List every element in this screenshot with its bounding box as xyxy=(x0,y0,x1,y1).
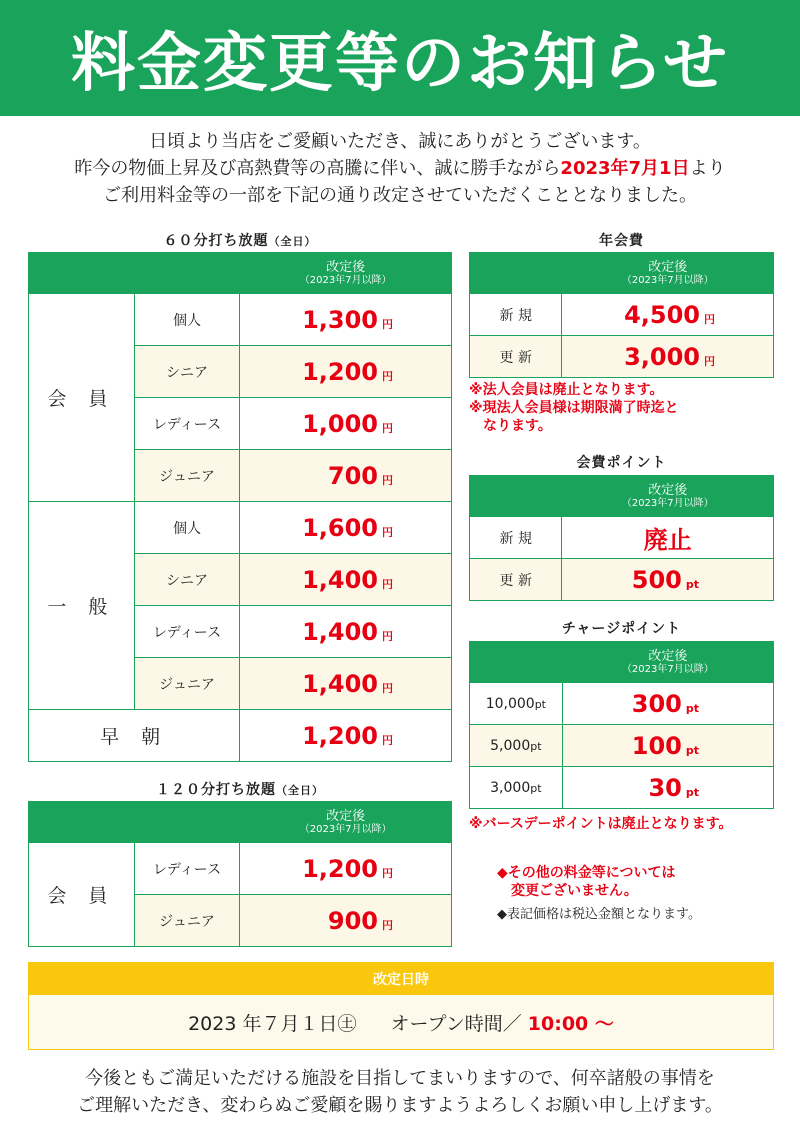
group-label: 一 般 xyxy=(29,502,135,710)
table-row xyxy=(470,517,774,559)
row-label: ジュニア xyxy=(134,895,240,947)
row-label: ジュニア xyxy=(134,658,240,710)
open-time: 10:00 ～ xyxy=(527,1012,614,1035)
table-row xyxy=(29,502,452,554)
group-label: 会 員 xyxy=(29,294,135,502)
row-label: ジュニア xyxy=(134,450,240,502)
header-cell: 改定後 （2023年7月以降） xyxy=(562,253,774,294)
header-blank xyxy=(470,253,562,294)
price-value: 1,300 円 xyxy=(240,294,452,346)
price-value: 300 pt xyxy=(562,683,773,725)
header-cell: 改定後 （2023年7月以降） xyxy=(240,253,452,294)
effective-date: 2023年7月1日 xyxy=(560,158,690,179)
header-blank xyxy=(29,253,240,294)
table-row xyxy=(470,767,774,809)
price-value: 1,200 円 xyxy=(240,710,452,762)
price-value: 1,600 円 xyxy=(240,502,452,554)
intro-line-3: ご利用料金等の一部を下記の通り改定させていただくこととなりました。 xyxy=(103,185,697,206)
row-label: 新 規 xyxy=(470,517,562,559)
closing-line-2: ご理解いただき、変わらぬご愛顧を賜りますようよろしくお願い申し上げます。 xyxy=(77,1095,723,1116)
annual-title: 年会費 xyxy=(599,233,644,249)
price-value: 700 円 xyxy=(240,450,452,502)
table-row xyxy=(470,683,774,725)
row-label: 新 規 xyxy=(470,294,562,336)
price-value: 500 pt xyxy=(562,559,774,601)
table-row xyxy=(29,843,452,895)
price-value: 1,200 円 xyxy=(240,843,452,895)
row-label: 5,000pt xyxy=(470,725,563,767)
row-label: レディース xyxy=(134,398,240,450)
header-blank xyxy=(470,642,563,683)
price-value: 900 円 xyxy=(240,895,452,947)
date-header: 改定日時 xyxy=(28,962,774,995)
annual-notes: ※法人会員は廃止となります。 ※現法人会員様は期限満了時迄と なります。 xyxy=(469,382,679,434)
charge-title: チャージポイント xyxy=(561,621,682,637)
row-label: シニア xyxy=(134,346,240,398)
plan60-table xyxy=(28,252,452,762)
charge-table xyxy=(469,641,774,809)
row-label: 10,000pt xyxy=(470,683,563,725)
row-label: 更 新 xyxy=(470,559,562,601)
price-value: 3,000 円 xyxy=(562,336,774,378)
header-cell: 改定後 （2023年7月以降） xyxy=(240,802,452,843)
page-title: 料金変更等のお知らせ xyxy=(70,27,730,101)
price-value: 1,000 円 xyxy=(240,398,452,450)
header-blank xyxy=(470,476,562,517)
table-row xyxy=(470,336,774,378)
header-blank xyxy=(29,802,240,843)
row-label: シニア xyxy=(134,554,240,606)
group-label: 会 員 xyxy=(29,843,135,947)
points-table xyxy=(469,475,774,601)
row-label: レディース xyxy=(134,606,240,658)
open-label: オープン時間／ xyxy=(390,1012,522,1035)
header-cell: 改定後 （2023年7月以降） xyxy=(562,642,773,683)
annual-table xyxy=(469,252,774,378)
intro-line-2: 昨今の物価上昇及び高熱費等の高騰に伴い、誠に勝手ながら2023年7月1日より xyxy=(74,158,726,179)
closing-line-1: 今後ともご満足いただける施設を目指してまいりますので、何卒諸般の事情を xyxy=(85,1068,715,1089)
early-label: 早 朝 xyxy=(29,710,240,762)
table-row xyxy=(29,710,452,762)
header-cell: 改定後 （2023年7月以降） xyxy=(562,476,774,517)
price-value: 1,200 円 xyxy=(240,346,452,398)
points-title: 会費ポイント xyxy=(576,455,667,471)
price-value: 1,400 円 xyxy=(240,658,452,710)
row-label: 個人 xyxy=(134,502,240,554)
row-label: 更 新 xyxy=(470,336,562,378)
date-text: 2023 年７月１日㊏ xyxy=(188,1012,357,1035)
table-row xyxy=(29,294,452,346)
plan120-title: １２０分打ち放題（全日） xyxy=(156,782,324,798)
price-value: 30 pt xyxy=(562,767,773,809)
table-row xyxy=(470,559,774,601)
price-value: 1,400 円 xyxy=(240,606,452,658)
tax-note: ◆表記価格は税込金額となります。 xyxy=(497,907,701,922)
table-row xyxy=(470,725,774,767)
intro-line-1: 日頃より当店をご愛顧いただき、誠にありがとうございます。 xyxy=(149,131,651,152)
other-fees-note: ◆その他の料金等については 変更ございません。 xyxy=(497,865,676,899)
price-value: 廃止 xyxy=(562,517,774,559)
row-label: 個人 xyxy=(134,294,240,346)
closing-text xyxy=(0,1065,800,1119)
intro-text xyxy=(0,128,800,209)
price-value: 1,400 円 xyxy=(240,554,452,606)
birthday-note: ※バースデーポイントは廃止となります。 xyxy=(469,816,733,832)
plan120-table xyxy=(28,801,452,947)
table-row xyxy=(470,294,774,336)
plan60-title: ６０分打ち放題（全日） xyxy=(163,233,317,249)
price-value: 100 pt xyxy=(562,725,773,767)
row-label: 3,000pt xyxy=(470,767,563,809)
price-value: 4,500 円 xyxy=(562,294,774,336)
date-box xyxy=(28,995,774,1050)
title-banner xyxy=(0,0,800,116)
row-label: レディース xyxy=(134,843,240,895)
